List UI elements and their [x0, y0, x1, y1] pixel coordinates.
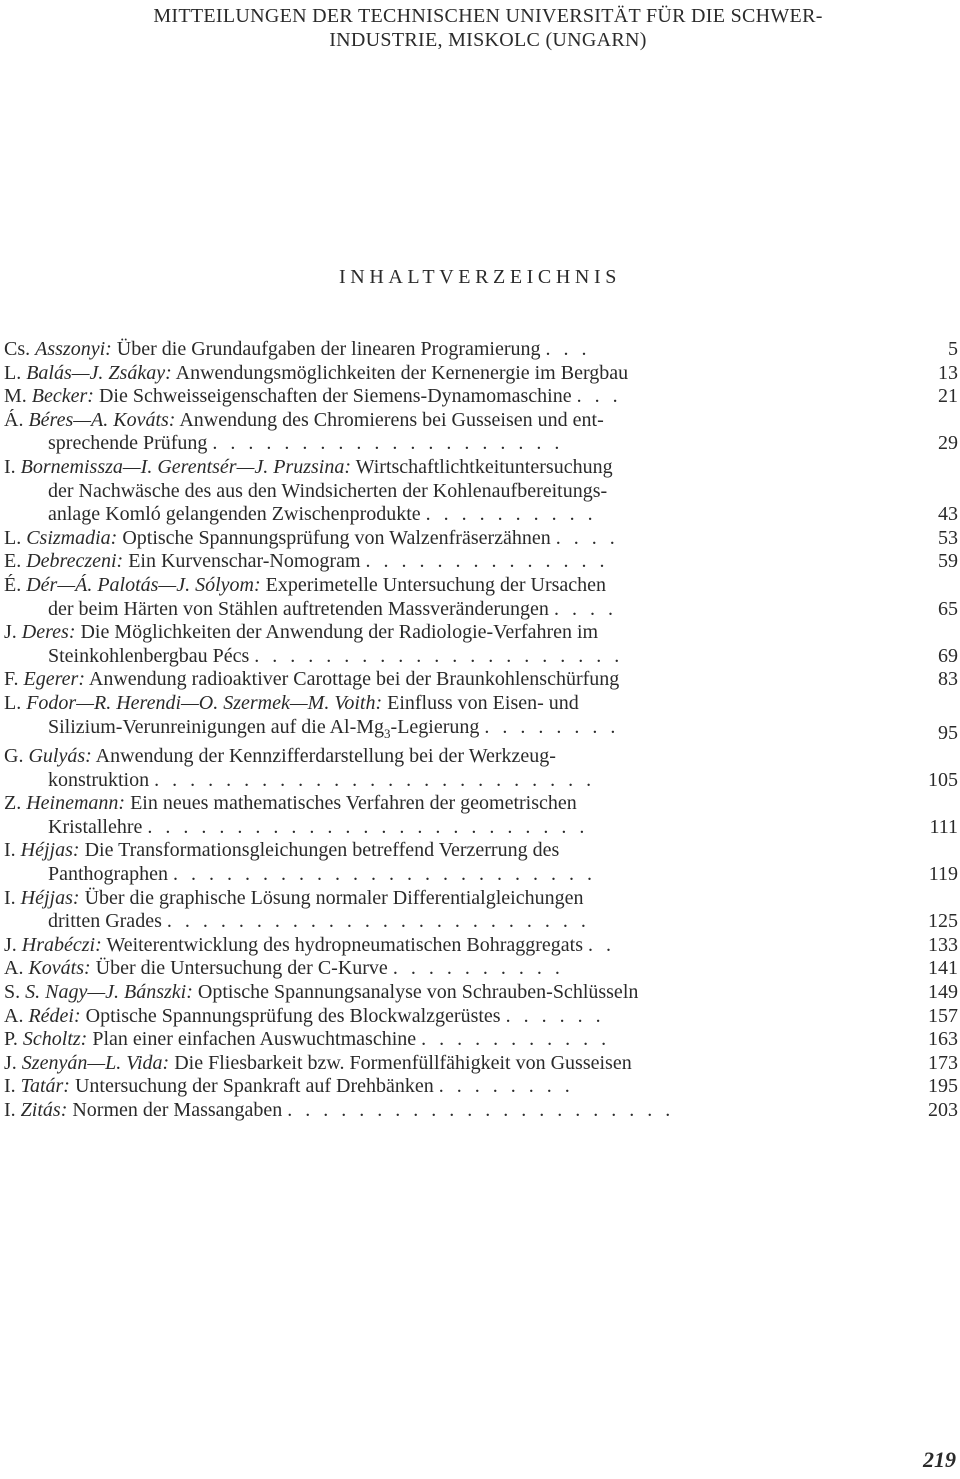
toc-entry[interactable]	[4, 574, 960, 621]
author-initial: Á.	[4, 408, 29, 431]
leader-dots: . . . . . . . . . . . . . . . . . . . . . . . .	[172, 863, 596, 886]
author-initial: E.	[4, 550, 27, 573]
journal-header	[38, 4, 938, 52]
leader-dots: . . . . . . . . . . . . . . . . . . . . .	[254, 644, 624, 667]
toc-entry-first-line	[4, 621, 960, 645]
toc-entry-first-line	[4, 668, 960, 692]
toc-entry-first-line	[4, 1075, 960, 1099]
article-title-text: der Nachwäsche des aus den Windsicherten der Kohlenaufbereitungs-	[48, 479, 608, 502]
article-title-text: Über die Grundaufgaben der linearen Programierung	[111, 338, 541, 360]
toc-page-number: 21	[938, 385, 958, 408]
author-initial: S.	[4, 981, 26, 1004]
article-title-text: Weiterentwicklung des hydropneumatischen Bohraggregats	[101, 933, 584, 956]
toc-entry[interactable]	[4, 957, 960, 981]
toc-entry-continuation-line	[4, 863, 960, 887]
toc-entry-first-line	[4, 1005, 960, 1029]
toc-entry-first-line	[4, 792, 960, 816]
author-names: Dér—Á. Palotás—J. Sólyom:	[26, 573, 261, 596]
author-initial: I.	[4, 1075, 21, 1098]
leader-dots: . . . . . . . . . .	[425, 503, 597, 526]
author-names: Becker:	[31, 385, 94, 408]
author-initial: É.	[4, 573, 27, 596]
toc-page-number: 53	[938, 526, 958, 549]
article-title-text: Ein neues mathematisches Verfahren der geometrischen	[125, 792, 577, 815]
toc-entry[interactable]	[4, 409, 960, 456]
toc-entry-continuation-line	[4, 769, 960, 793]
article-title-text: Die Schweisseigenschaften der Siemens-Dynamomaschine	[93, 385, 572, 408]
author-initial: F.	[4, 668, 24, 691]
toc-page-number: 69	[938, 644, 958, 667]
article-title-text: dritten Grades	[48, 910, 162, 933]
leader-dots: . . . . . . . . . . . . . .	[365, 550, 609, 573]
author-names: Zitás:	[20, 1099, 68, 1121]
toc-page-number: 141	[928, 957, 958, 980]
author-names: Szenyán—L. Vida:	[21, 1051, 170, 1074]
article-title-text: Optische Spannungsprüfung von Walzenfräserzähnen	[117, 526, 551, 549]
toc-title: INHALTVERZEICHNIS	[339, 266, 621, 288]
leader-dots: . . .	[545, 338, 591, 360]
toc-page-number: 5	[948, 338, 958, 360]
article-title-text: konstruktion	[48, 768, 150, 791]
toc-entry-first-line	[4, 362, 960, 386]
author-names: Béres—A. Kováts:	[28, 408, 176, 431]
toc-entry-continuation-line	[4, 816, 960, 840]
article-title-text: Normen der Massangaben	[67, 1099, 283, 1121]
author-initial: J.	[4, 621, 22, 644]
author-initial: I.	[4, 839, 21, 862]
article-title-text: Anwendung radioaktiver Carottage bei der Braunkohlenschürfung	[85, 668, 620, 691]
toc-page-number: 157	[928, 1004, 958, 1027]
toc-entry-first-line	[4, 839, 960, 863]
journal-header-line1: MITTEILUNGEN DER TECHNISCHEN UNIVERSITÄT FÜR DIE SCHWER-	[153, 5, 823, 27]
leader-dots: . . . . . . . .	[484, 715, 620, 738]
article-title-text: Optische Spannungsprüfung des Blockwalzgerüstes	[80, 1004, 501, 1027]
author-names: Heinemann:	[26, 792, 126, 815]
author-names: Hrabéczi:	[21, 933, 102, 956]
author-names: Asszonyi:	[35, 338, 112, 360]
author-initial: I.	[4, 886, 21, 909]
toc-entry-first-line	[4, 527, 960, 551]
leader-dots: . .	[588, 933, 616, 956]
toc-entry-continuation-line	[4, 598, 960, 622]
toc-entry-first-line	[4, 456, 960, 480]
toc-entry-continuation-line	[4, 910, 960, 934]
article-title-text: Experimetelle Untersuchung der Ursachen	[260, 573, 607, 596]
toc-page-number: 195	[928, 1075, 958, 1098]
toc-page-number: 13	[938, 361, 958, 384]
toc-entry[interactable]	[4, 456, 960, 527]
article-title-text: Wirtschaftlichtkeituntersuchung	[351, 455, 613, 478]
toc-page-number: 105	[928, 768, 958, 791]
toc-entry[interactable]	[4, 1099, 960, 1123]
toc-entry-continuation-line	[4, 645, 960, 669]
article-title-text: Silizium-Verunreinigungen auf die $Al-Mg_3$-Legierung	[48, 715, 480, 741]
article-title-text: Die Transformationsgleichungen betreffend Verzerrung des	[79, 839, 560, 862]
article-title-text: Anwendung der Kennzifferdarstellung bei der Werkzeug-	[91, 745, 556, 768]
toc-entry-first-line	[4, 1028, 960, 1052]
toc-entry[interactable]	[4, 621, 960, 668]
leader-dots: . . . .	[553, 597, 617, 620]
author-initial: L.	[4, 526, 27, 549]
author-names: Egerer:	[23, 668, 85, 691]
toc-entry-continuation-line	[4, 432, 960, 456]
toc-entry-first-line	[4, 692, 960, 716]
author-names: Scholtz:	[22, 1028, 88, 1051]
toc-entry[interactable]	[4, 745, 960, 792]
toc-entry[interactable]	[4, 527, 960, 551]
toc-page-number: 133	[928, 933, 958, 956]
toc-entry[interactable]	[4, 887, 960, 934]
toc-entry[interactable]	[4, 792, 960, 839]
leader-dots: . . . . . .	[505, 1004, 605, 1027]
table-of-contents	[4, 338, 960, 1123]
toc-entry-first-line	[4, 338, 960, 362]
article-title-text: anlage Komló gelangenden Zwischenprodukte	[48, 503, 421, 526]
author-initial: J.	[4, 1051, 22, 1074]
leader-dots: . . . . . . . . . . . . . . . . . . . .	[212, 432, 564, 455]
article-title-text: Steinkohlenbergbau Pécs	[48, 644, 250, 667]
leader-dots: . . . . . . . . . . .	[421, 1028, 611, 1051]
toc-page-number: 65	[938, 597, 958, 620]
author-initial: M.	[4, 385, 32, 408]
author-initial: Cs.	[4, 338, 36, 360]
leader-dots: . . . . . . . .	[438, 1075, 574, 1098]
journal-header-line2: INDUSTRIE, MISKOLC (UNGARN)	[329, 29, 647, 51]
article-title-text: Plan einer einfachen Auswuchtmaschine	[87, 1028, 417, 1051]
toc-entry-first-line	[4, 409, 960, 433]
author-names: Kováts:	[28, 957, 91, 980]
article-title-text: Die Möglichkeiten der Anwendung der Radiologie-Verfahren im	[75, 621, 599, 644]
toc-entry-first-line	[4, 574, 960, 598]
toc-entry[interactable]	[4, 338, 960, 362]
author-initial: Z.	[4, 792, 27, 815]
toc-entry[interactable]	[4, 1052, 960, 1076]
toc-entry-first-line	[4, 1099, 960, 1123]
toc-entry-first-line	[4, 981, 960, 1005]
article-title-text: Optische Spannungsanalyse von Schrauben-Schlüsseln	[192, 981, 639, 1004]
article-title-text: Über die Untersuchung der C-Kurve	[90, 957, 388, 980]
author-names: Csizmadia:	[26, 526, 118, 549]
author-initial: A.	[4, 1004, 29, 1027]
article-title-text: Über die graphische Lösung normaler Differentialgleichungen	[79, 886, 584, 909]
article-title-text: Panthographen	[48, 863, 168, 886]
leader-dots: . . . . . . . . . . . . . . . . . . . . . .	[287, 1099, 675, 1121]
article-title-text: Kristallehre	[48, 815, 143, 838]
author-names: Héjjas:	[20, 839, 80, 862]
toc-page-number: 125	[928, 910, 958, 933]
toc-entry-first-line	[4, 957, 960, 981]
author-initial: I.	[4, 1099, 21, 1121]
toc-entry[interactable]	[4, 692, 960, 745]
toc-entry-first-line	[4, 934, 960, 958]
toc-page-number: 163	[928, 1028, 958, 1051]
leader-dots: . . .	[576, 385, 622, 408]
author-names: Deres:	[21, 621, 76, 644]
toc-entry-first-line	[4, 550, 960, 574]
toc-entry-first-line	[4, 385, 960, 409]
toc-page-number: 83	[938, 668, 958, 691]
author-names: Tatár:	[20, 1075, 70, 1098]
toc-entry[interactable]	[4, 839, 960, 886]
toc-entry[interactable]	[4, 385, 960, 409]
article-title-text: Untersuchung der Spankraft auf Drehbänken	[69, 1075, 434, 1098]
author-initial: J.	[4, 933, 22, 956]
author-names: Bornemissza—I. Gerentsér—J. Pruzsina:	[20, 455, 352, 478]
author-initial: L.	[4, 691, 27, 714]
toc-entry[interactable]	[4, 934, 960, 958]
leader-dots: . . . . . . . . . . . . . . . . . . . . . . . . .	[147, 815, 589, 838]
page-number: 219	[923, 1447, 956, 1472]
toc-page-number: 149	[928, 981, 958, 1004]
toc-page-number: 111	[929, 815, 958, 838]
author-initial: G.	[4, 745, 29, 768]
author-names: Rédei:	[28, 1004, 81, 1027]
toc-entry-first-line	[4, 1052, 960, 1076]
leader-dots: . . . . . . . . . . . . . . . . . . . . . . . .	[166, 910, 590, 933]
author-initial: A.	[4, 957, 29, 980]
toc-entry[interactable]	[4, 981, 960, 1005]
author-initial: I.	[4, 455, 21, 478]
leader-dots: . . . .	[555, 526, 619, 549]
author-names: Debreczeni:	[26, 550, 124, 573]
author-names: Fodor—R. Herendi—O. Szermek—M. Voith:	[26, 691, 383, 714]
article-title-text: Anwendungsmöglichkeiten der Kernenergie im Bergbau	[171, 361, 629, 384]
toc-page-number: 95	[938, 721, 958, 744]
toc-entry-continuation-line	[4, 716, 960, 746]
toc-entry[interactable]	[4, 362, 960, 386]
toc-entry-first-line	[4, 887, 960, 911]
author-names: Héjjas:	[20, 886, 80, 909]
toc-page-number: 59	[938, 550, 958, 573]
author-names: Balás—J. Zsákay:	[26, 361, 172, 384]
toc-entry[interactable]	[4, 550, 960, 574]
toc-entry[interactable]	[4, 668, 960, 692]
toc-page-number: 203	[928, 1099, 958, 1121]
article-title-text: sprechende Prüfung	[48, 432, 208, 455]
toc-page-number: 29	[938, 432, 958, 455]
toc-entry[interactable]	[4, 1005, 960, 1029]
article-title-text: Ein Kurvenschar-Nomogram	[123, 550, 361, 573]
toc-entry[interactable]	[4, 1075, 960, 1099]
article-title-text: der beim Härten von Stählen auftretenden Massveränderungen	[48, 597, 549, 620]
author-names: Gulyás:	[28, 745, 92, 768]
author-initial: L.	[4, 361, 27, 384]
article-title-text: Einfluss von Eisen- und	[382, 691, 579, 714]
leader-dots: . . . . . . . . . . . . . . . . . . . . . . . . .	[154, 768, 596, 791]
author-names: S. Nagy—J. Bánszki:	[25, 981, 193, 1004]
toc-entry-continuation-line	[4, 503, 960, 527]
author-initial: P.	[4, 1028, 23, 1051]
toc-entry-first-line	[4, 745, 960, 769]
toc-page-number: 173	[928, 1051, 958, 1074]
toc-entry-continuation-line	[4, 480, 960, 504]
leader-dots: . . . . . . . . . .	[392, 957, 564, 980]
article-title-text: Die Fliesbarkeit bzw. Formenfüllfähigkeit von Gusseisen	[169, 1051, 632, 1074]
toc-entry[interactable]	[4, 1028, 960, 1052]
toc-page-number: 43	[938, 503, 958, 526]
toc-page-number: 119	[928, 863, 958, 886]
article-title-text: Anwendung des Chromierens bei Gusseisen und ent-	[175, 408, 604, 431]
